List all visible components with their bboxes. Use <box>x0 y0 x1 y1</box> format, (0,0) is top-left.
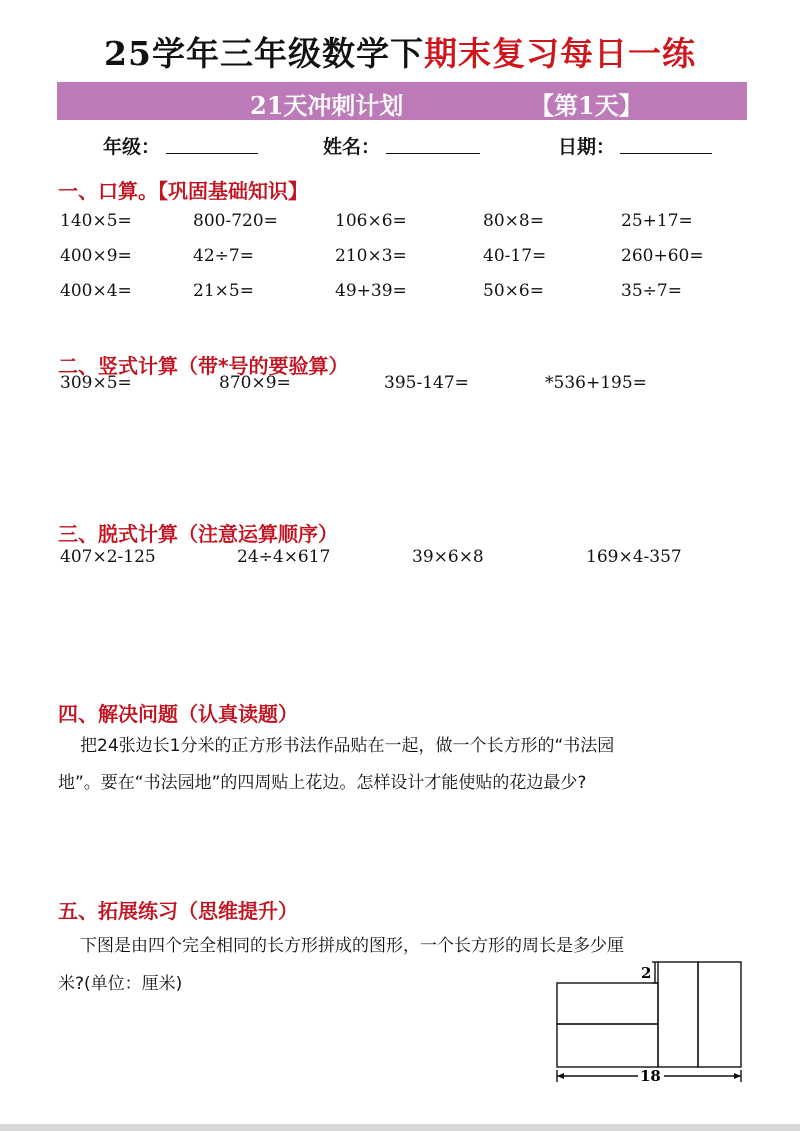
oral-item: 260+60= <box>621 246 704 266</box>
figure-rect <box>658 962 698 1067</box>
oral-item: 35÷7= <box>621 281 682 301</box>
page-title <box>0 28 800 75</box>
section4-heading: 四、解决问题（认真读题） <box>58 702 298 726</box>
oral-item: 40-17= <box>483 246 547 266</box>
banner-plan-text: 21天冲刺计划 <box>250 91 404 120</box>
figure-label-2: 2 <box>641 964 652 982</box>
step-calc-item: 169×4-357 <box>586 547 682 567</box>
oral-item: 800-720= <box>193 211 278 231</box>
footer-strip <box>0 1124 800 1131</box>
name-label: 姓名： <box>323 136 381 158</box>
problem-text-line2: 地”。要在“书法园地”的四周贴上花边。怎样设计才能使贴的花边最少? <box>58 773 587 793</box>
vertical-calc-item: 309×5= <box>60 373 132 393</box>
figure-rect <box>557 983 658 1024</box>
section5-heading: 五、拓展练习（思维提升） <box>58 899 298 923</box>
figure-label-18: 18 <box>640 1067 661 1084</box>
title-highlight: 期末复习每日一练 <box>423 34 696 73</box>
oral-item: 80×8= <box>483 211 544 231</box>
oral-item: 21×5= <box>193 281 254 301</box>
oral-item: 25+17= <box>621 211 693 231</box>
oral-item: 50×6= <box>483 281 544 301</box>
step-calc-item: 407×2-125 <box>60 547 156 567</box>
oral-item: 49+39= <box>335 281 407 301</box>
grade-label: 年级： <box>103 136 161 158</box>
vertical-calc-item: *536+195= <box>545 373 647 393</box>
figure-rect <box>557 1024 658 1067</box>
oral-item: 400×4= <box>60 281 132 301</box>
oral-item: 210×3= <box>335 246 407 266</box>
rectangles-figure <box>548 958 748 1084</box>
section2-heading: 二、竖式计算（带*号的要验算） <box>58 354 349 378</box>
date-label: 日期： <box>558 136 616 158</box>
problem-text-line1: 把24张边长1分米的正方形书法作品贴在一起，做一个长方形的“书法园 <box>80 736 615 756</box>
step-calc-item: 39×6×8 <box>412 547 484 567</box>
step-calc-item: 24÷4×617 <box>237 547 331 567</box>
oral-item: 400×9= <box>60 246 132 266</box>
figure-arrowhead <box>734 1073 741 1079</box>
vertical-calc-item: 395-147= <box>384 373 469 393</box>
plan-banner <box>57 82 747 120</box>
oral-item: 42÷7= <box>193 246 254 266</box>
grade-blank[interactable] <box>166 153 258 154</box>
section3-heading: 三、脱式计算（注意运算顺序） <box>58 522 338 546</box>
section1-heading: 一、口算。【巩固基础知识】 <box>58 179 308 203</box>
oral-item: 140×5= <box>60 211 132 231</box>
title-main: 25学年三年级数学下 <box>104 34 424 73</box>
extension-text-line2: 米?(单位：厘米) <box>58 974 183 994</box>
figure-rect <box>698 962 741 1067</box>
vertical-calc-item: 870×9= <box>219 373 291 393</box>
figure-arrowhead <box>557 1073 564 1079</box>
banner-day-text: 【第1天】 <box>530 91 643 120</box>
oral-item: 106×6= <box>335 211 407 231</box>
date-blank[interactable] <box>620 153 712 154</box>
name-blank[interactable] <box>386 153 480 154</box>
extension-text-line1: 下图是由四个完全相同的长方形拼成的图形，一个长方形的周长是多少厘 <box>80 936 624 956</box>
